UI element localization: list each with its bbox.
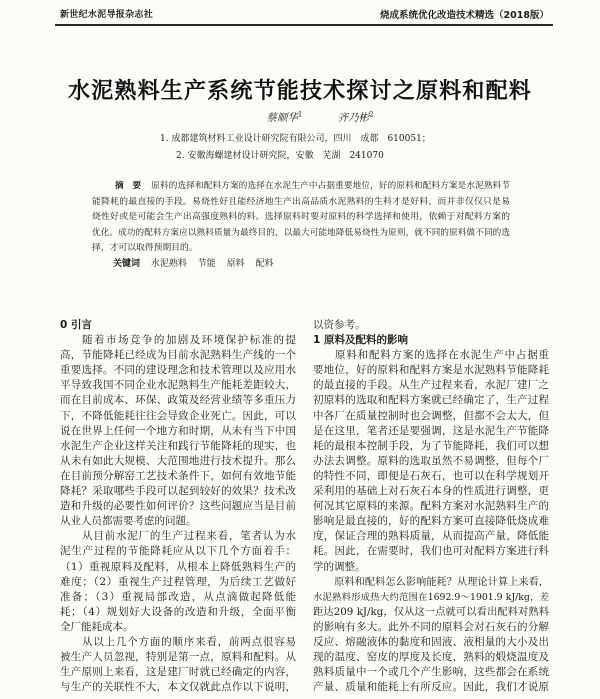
abstract-line (92, 179, 510, 195)
paragraph (60, 333, 296, 529)
author-affiliation-mark: 1 (297, 110, 303, 119)
paragraph-line: 准备；（3）重视局部改造，从点滴做起降低能 (60, 590, 296, 603)
paragraph-line: 耗的最根本控制手段，为了节能降耗，我们可以想 (313, 439, 549, 452)
keyword: 配料 (255, 259, 274, 269)
paragraph-line: 何况其它原料的来源。配料方案对水泥熟料生产的 (313, 500, 549, 513)
paragraph-line: 现的温度、窑皮的厚度及长度，熟料的煅烧温度及 (313, 651, 549, 664)
paragraph-line: 被生产人员忽视，特别是第一点，原料和配料。从 (60, 651, 296, 664)
abstract-text: 原料的选择和配料方案的选择在水泥生产中占据重要地位，好的原料和配料方案是水泥熟料节 (151, 181, 510, 191)
abstract-text: 烧性好或是可能会生产出高强度熟料的料。选择原料时要对原料的科学选择和使用，依赖于对配料方案的 (92, 212, 510, 222)
text-column-left (60, 318, 296, 698)
paragraph-line: 高，节能降耗已经成为目前水泥熟料生产线的一个 (60, 349, 296, 362)
paragraph-line: 初原料的选取和配料方案就已经确定了，生产过程 (313, 394, 549, 407)
paragraph-line: 生产原则上来看，这是建厂时就已经确定的内容， (60, 666, 296, 679)
paragraph-line: 随着市场竞争的加剧及环境保护标准的提 (82, 334, 296, 347)
paragraph-line: 影响是最直接的，好的配料方案可直接降低烧成难 (313, 515, 549, 528)
paragraph-line: 度，保证合理的熟料质量，从而提高产量，降低能 (313, 530, 549, 543)
abstract-line (92, 226, 510, 242)
paragraph-line: 从目前水泥厂的生产过程来看，笔者认为水 (82, 530, 296, 543)
paragraph-line: 造和升级的必要性如何评价？这些问题应当是目前 (60, 500, 296, 513)
abstract-line (92, 195, 510, 211)
paragraph-line: 与生产的关联性不大，本文仅就此点作以下说明， (60, 681, 296, 694)
paragraph-line: 从未有如此大规模、大范围地进行技术提升。那么 (60, 454, 296, 467)
paragraph (313, 348, 549, 574)
paragraph-line: 原料和配料怎么影响能耗？从理论计算上来看， (334, 576, 549, 588)
keywords (113, 256, 282, 269)
paragraph-line: 说在世界上任何一个地方和时期，从未有当下中国 (60, 424, 296, 437)
paragraph-continuation (313, 318, 549, 333)
abstract-text: 择，才可以取得预期目的。 (92, 243, 198, 253)
abstract-line (92, 241, 510, 257)
author-name: 蔡顺华 (266, 112, 298, 124)
paragraph (60, 529, 296, 635)
paragraph-line: 的特性不同，即便是石灰石，也可以在科学规划开 (313, 469, 549, 482)
paragraph-line: 降耗？采取哪些手段可以起到较好的效果？技术改 (60, 485, 296, 498)
running-header-collection: 烧成系统优化改造技术精选（2018版） (380, 10, 549, 21)
article-title: 水泥熟料生产系统节能技术探讨之原料和配料 (67, 79, 532, 104)
paragraph-line: 以资参考。 (313, 319, 366, 331)
paragraph-line: 难度；（2）重视生产过程管理，为后续工艺做好 (60, 575, 296, 588)
paragraph-line: 从以上几个方面的顺序来看，前两点很容易 (82, 635, 296, 648)
section-heading: 1 原料及配料的影响 (313, 334, 408, 347)
paragraph-line: 平导致我国不同企业水泥熟料生产能耗差距较大， (60, 379, 296, 392)
paragraph-line: 原料和配料方案的选择在水泥生产中占据重 (335, 349, 549, 362)
paragraph-line: 学的调整。 (313, 560, 366, 573)
paragraph-line: 全厂能耗成本。 (60, 620, 134, 633)
keywords-label: 关键词 (113, 259, 141, 269)
paragraph-line: 要地位，好的原料和配料方案是水泥熟料节能降耗 (313, 364, 549, 377)
paragraph-line: 的影响有多大。此外不同的原料会对石灰石的分解 (313, 620, 549, 633)
paragraph (60, 635, 296, 695)
abstract-line (92, 210, 510, 226)
paragraph-line: 反应、熔融液体的黏度和固液、液相量的大小及出 (313, 635, 549, 648)
paragraph-line: 而在目前成本、环保、政策及经营业绩等多重压力 (60, 394, 296, 407)
paragraph-line: 耗；（4）规划好大设备的改造和升级，全面平衡 (60, 605, 296, 618)
keyword: 水泥熟料 (150, 259, 187, 269)
author-affiliation-mark: 2 (369, 110, 374, 119)
paragraph-line: 是在这里，笔者还是要强调，这是水泥生产节能降 (313, 424, 549, 437)
paragraph (313, 575, 549, 696)
affiliation: 2. 安徽海螺建材设计研究院，安徽 芜湖 241070 (176, 151, 384, 161)
section-heading: 0 引言 (60, 319, 92, 331)
paragraph-line: 重要选择。不同的建设理念和技术管理以及应用水 (60, 364, 296, 377)
paragraph-line: 水泥生产企业这样关注和践行节能降耗的现实，也 (60, 439, 296, 452)
abstract-label: 摘 要 (115, 181, 142, 191)
author-list (40, 110, 600, 125)
abstract (92, 179, 510, 257)
paragraph-line: 水泥熟料形成热大约范围在1692.9～1901.9 kJ/kg，差 (313, 591, 549, 603)
text-column-right (313, 318, 549, 698)
paragraph-line: 办法去调整。原料的选取虽然不易调整，但每个厂 (313, 454, 549, 467)
paragraph-line: 耗。因此，在需要时，我们也可对配料方案进行科 (313, 545, 549, 558)
paragraph-line: 在目前预分解窑工艺技术条件下，如何有效地节能 (60, 469, 296, 482)
author-name: 齐乃彬 (337, 112, 370, 124)
keyword: 节能 (197, 259, 216, 269)
abstract-text: 优化。成功的配料方案应以熟料质量为最终目的，以最大可能地降低易烧性为原则，就不同的原料做不同的选 (92, 227, 510, 238)
author (266, 110, 302, 125)
paragraph-line: （1）重视原料及配料，从根本上降低熟料生产的 (60, 560, 296, 573)
paragraph-line: 的最直接的手段。从生产过程来看，水泥厂建厂之 (313, 379, 549, 392)
paragraph-line: 泥生产过程的节能降耗应从以下几个方面着手： (60, 545, 296, 558)
paragraph-line: 从业人员都需要考虑的问题。 (60, 515, 197, 528)
abstract-text: 能降耗的最直接的手段。易烧性好且能经济地生产出高品质水泥熟料的生料才是好料，而并非仅仅只是易 (92, 196, 510, 207)
paragraph-line: 中各厂在质量控制时也会调整，但都不会太大，但 (313, 409, 549, 422)
paragraph-line: 下，不降低能耗往往会导致企业死亡。因此，可以 (60, 409, 296, 422)
running-header-publisher: 新世纪水泥导报杂志社 (60, 10, 154, 20)
paragraph-line: 产量、质量和能耗上有所反应。因此，我们才说原 (313, 681, 549, 694)
author (338, 110, 374, 125)
paragraph-line: 熟料质量中一个或几个产生影响，这些都会在系统 (313, 666, 549, 679)
header-rule (55, 24, 553, 26)
paragraph-line: 采利用的基础上对石灰石本身的性质进行调整，更 (313, 485, 549, 498)
affiliation: 1. 成都建筑材料工业设计研究院有限公司，四川 成都 610051； (160, 134, 431, 144)
paragraph-line: 距达209 kJ/kg，仅从这一点就可以看出配料对熟料 (313, 605, 549, 618)
keyword: 原料 (226, 259, 245, 269)
